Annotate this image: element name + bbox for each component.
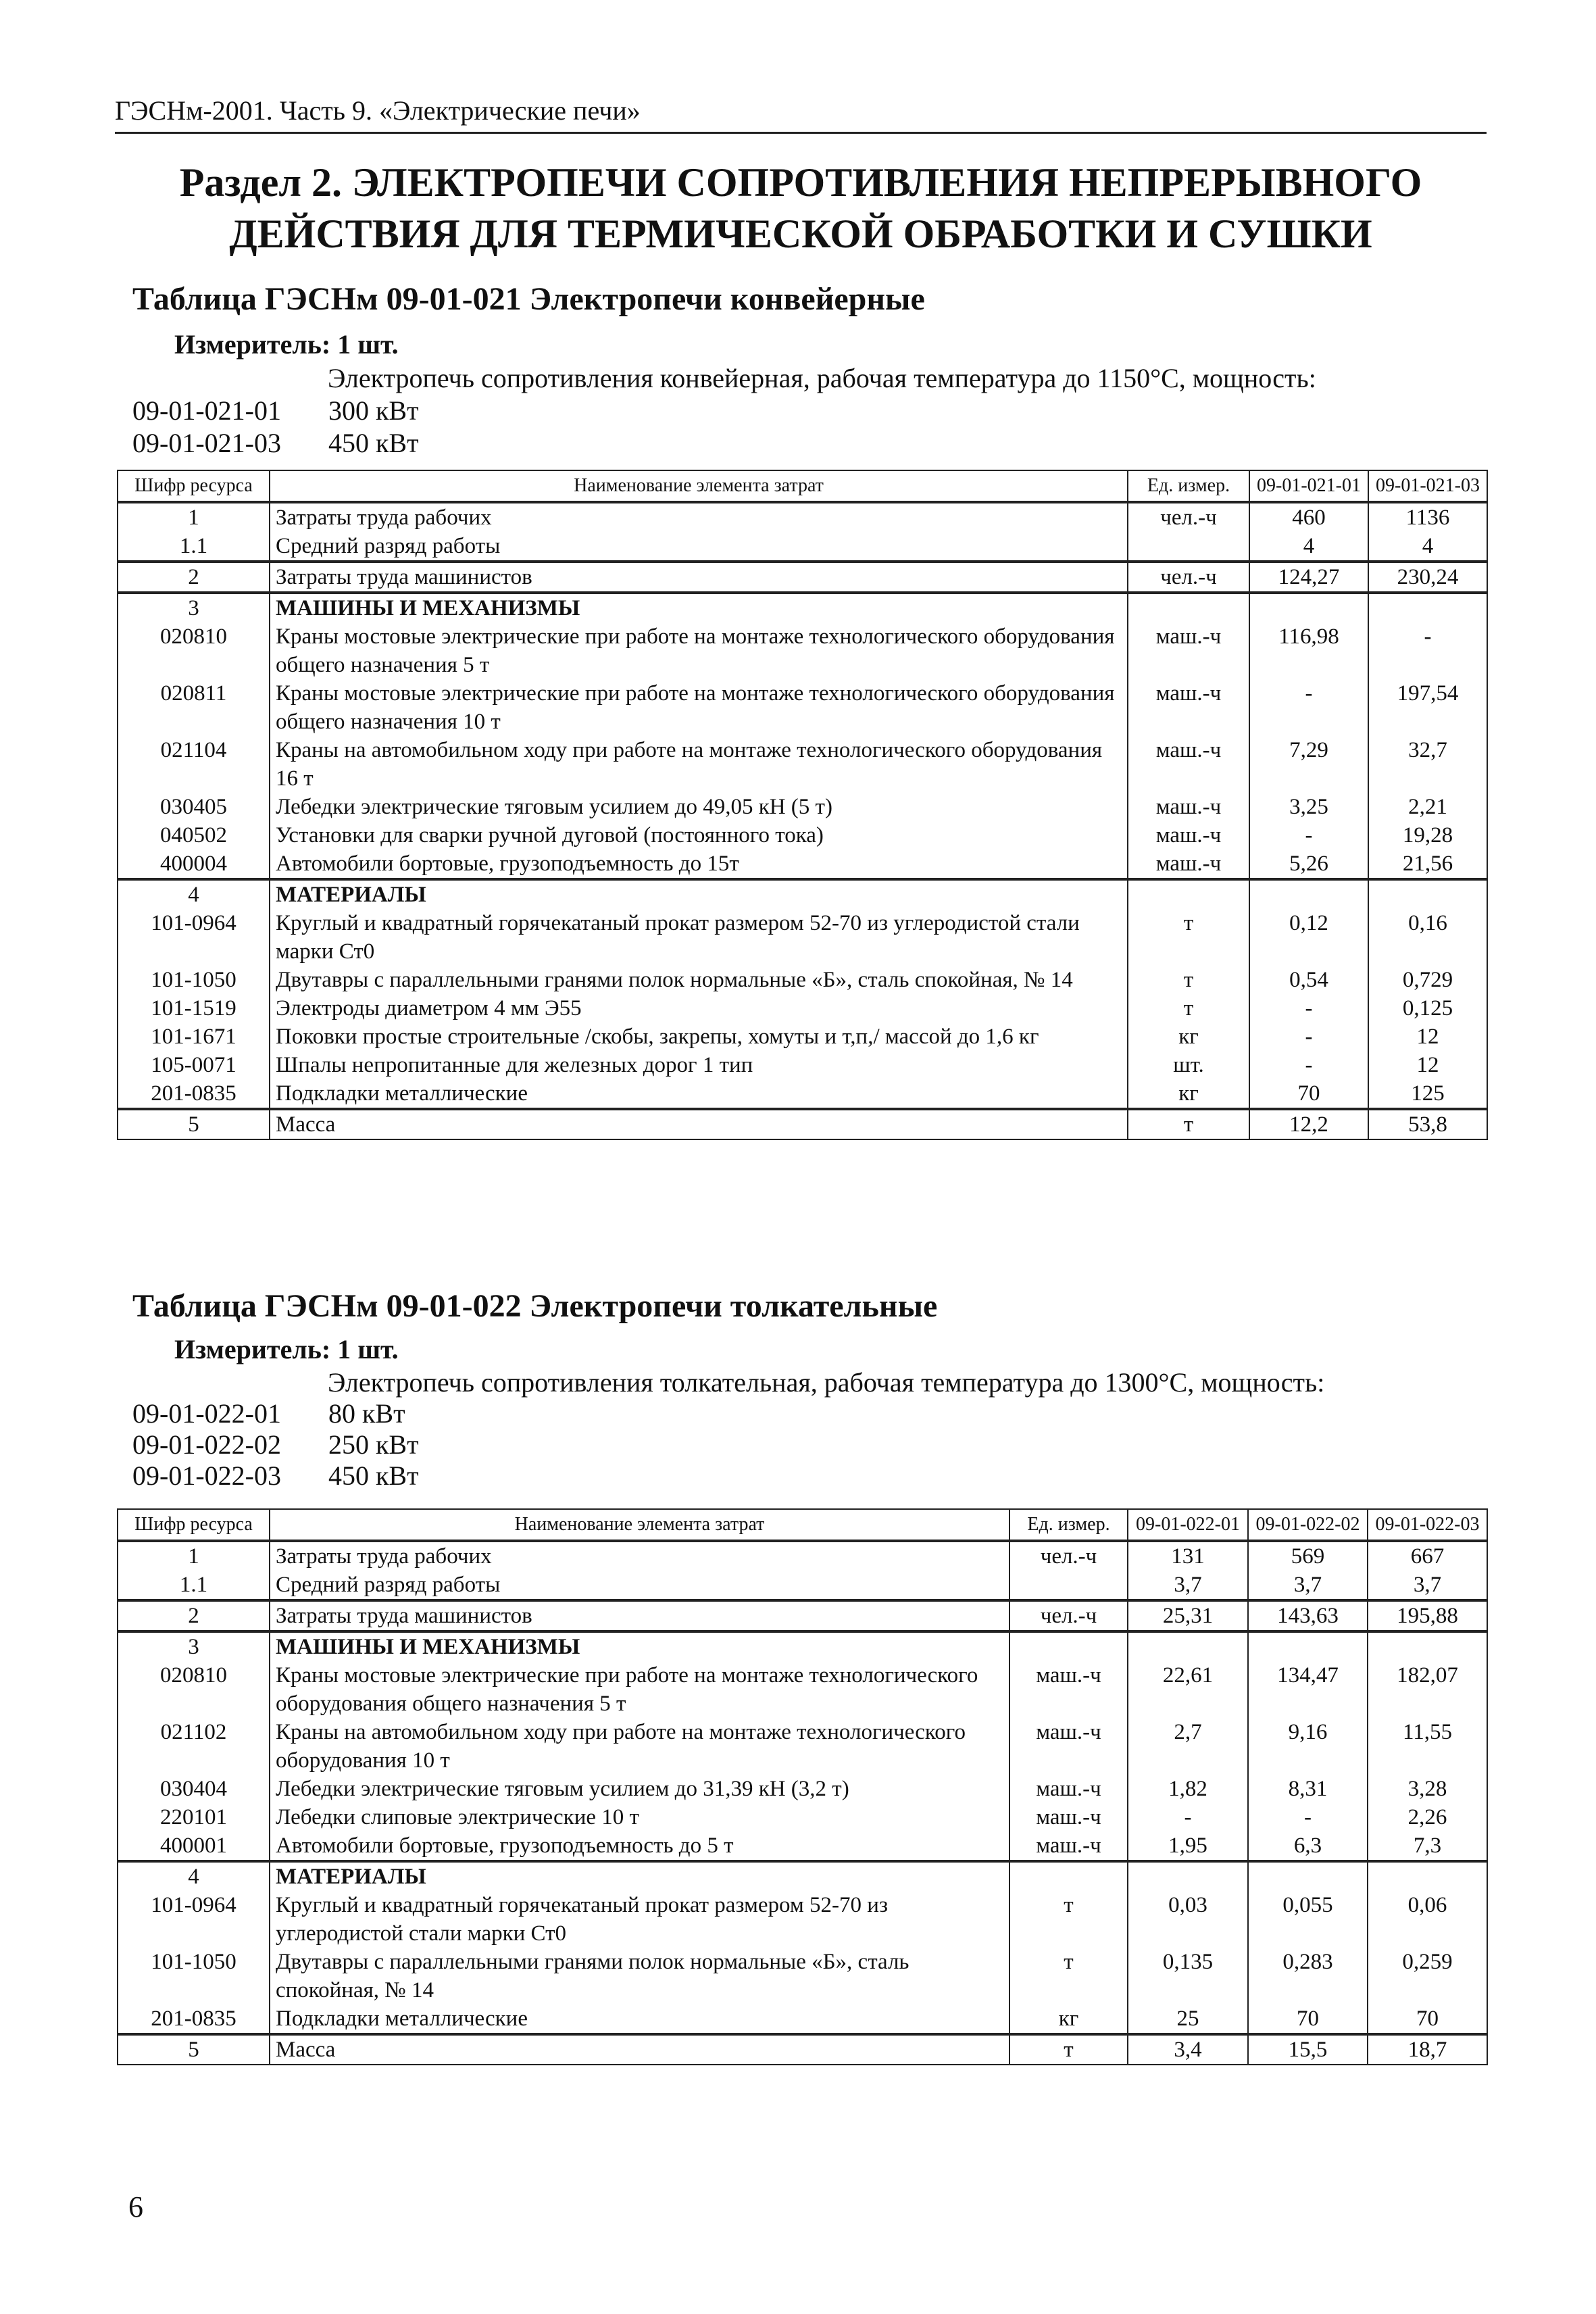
row-value (1248, 1631, 1368, 1661)
row-value: 6,3 (1248, 1831, 1368, 1861)
row-value: 5,26 (1249, 850, 1368, 879)
row-unit: маш.-ч (1128, 622, 1249, 679)
row-code: 5 (118, 2034, 270, 2065)
row-value: 3,4 (1128, 2034, 1248, 2065)
row-name: Шпалы непропитанные для железных дорог 1 тип (270, 1051, 1128, 1079)
table2-code: 09-01-022-03 (132, 1460, 281, 1491)
table-row (118, 502, 1487, 532)
table-row (118, 1109, 1487, 1139)
row-value: 1,95 (1128, 1831, 1248, 1861)
row-code: 101-0964 (118, 1891, 270, 1948)
table-row (118, 1891, 1487, 1948)
table-row (118, 966, 1487, 994)
row-unit: кг (1128, 1023, 1249, 1051)
row-code: 101-1050 (118, 966, 270, 994)
table1-power: 300 кВт (328, 395, 419, 426)
row-value: 0,259 (1368, 1948, 1487, 2004)
table1-code-row (132, 427, 419, 459)
row-value: 7,3 (1368, 1831, 1487, 1861)
row-value: 0,03 (1128, 1891, 1248, 1948)
row-value: 195,88 (1368, 1600, 1487, 1631)
table2-heading: Таблица ГЭСНм 09-01-022 Электропечи толкательные (132, 1288, 938, 1324)
table1-heading: Таблица ГЭСНм 09-01-021 Электропечи конвейерные (132, 281, 925, 317)
row-unit: т (1009, 2034, 1128, 2065)
table-row (118, 2004, 1487, 2034)
row-unit: маш.-ч (1128, 850, 1249, 879)
row-value: 25 (1128, 2004, 1248, 2034)
row-unit: чел.-ч (1128, 502, 1249, 532)
row-value: 0,729 (1368, 966, 1487, 994)
header-code: Шифр ресурса (118, 1509, 270, 1541)
row-code: 021102 (118, 1718, 270, 1775)
header-unit: Ед. измер. (1009, 1509, 1128, 1541)
row-unit (1009, 1861, 1128, 1891)
row-name: Поковки простые строительные /скобы, закрепы, хомуты и т,п,/ массой до 1,6 кг (270, 1023, 1128, 1051)
row-code: 4 (118, 1861, 270, 1891)
row-value: 0,12 (1249, 909, 1368, 966)
row-name: Автомобили бортовые, грузоподъемность до 15т (270, 850, 1128, 879)
row-value: 0,283 (1248, 1948, 1368, 2004)
row-name: Затраты труда машинистов (270, 562, 1128, 593)
table-header-row (118, 470, 1487, 502)
row-code: 2 (118, 562, 270, 593)
row-code: 201-0835 (118, 2004, 270, 2034)
row-unit: т (1009, 1891, 1128, 1948)
row-value: - (1249, 1051, 1368, 1079)
row-value: 131 (1128, 1541, 1248, 1571)
table2-power: 450 кВт (328, 1460, 419, 1491)
row-code: 4 (118, 879, 270, 909)
row-value: 116,98 (1249, 622, 1368, 679)
table-row (118, 593, 1487, 622)
row-code: 400001 (118, 1831, 270, 1861)
row-value: - (1249, 994, 1368, 1023)
section-title-line-2: ДЕЙСТВИЯ ДЛЯ ТЕРМИЧЕСКОЙ ОБРАБОТКИ И СУШКИ (229, 212, 1372, 256)
row-code: 020811 (118, 679, 270, 736)
row-name: Подкладки металлические (270, 2004, 1009, 2034)
table-row (118, 1541, 1487, 1571)
table-row (118, 994, 1487, 1023)
row-unit: маш.-ч (1128, 793, 1249, 821)
row-code: 101-1671 (118, 1023, 270, 1051)
row-value: - (1128, 1803, 1248, 1831)
row-value: 134,47 (1248, 1661, 1368, 1718)
header-col: 09-01-022-01 (1128, 1509, 1248, 1541)
table2-code: 09-01-022-01 (132, 1398, 281, 1429)
row-unit: маш.-ч (1009, 1775, 1128, 1803)
row-value: 230,24 (1368, 562, 1487, 593)
table2-body (118, 1541, 1487, 2065)
section-title (115, 157, 1487, 260)
table2-power: 250 кВт (328, 1429, 419, 1460)
row-unit: чел.-ч (1128, 562, 1249, 593)
row-value: 460 (1249, 502, 1368, 532)
table1-meter: Измеритель: 1 шт. (174, 329, 399, 360)
row-name: Круглый и квадратный горячекатаный прокат размером 52-70 из углеродистой стали марки Ст0 (270, 909, 1128, 966)
row-value (1368, 1631, 1487, 1661)
row-value: 1136 (1368, 502, 1487, 532)
table-row (118, 1948, 1487, 2004)
table-row (118, 532, 1487, 562)
row-name: Краны на автомобильном ходу при работе на монтаже технологического оборудования 16 т (270, 736, 1128, 793)
row-unit: чел.-ч (1009, 1600, 1128, 1631)
row-name: МАТЕРИАЛЫ (270, 879, 1128, 909)
row-code: 020810 (118, 622, 270, 679)
row-name: МАШИНЫ И МЕХАНИЗМЫ (270, 1631, 1009, 1661)
row-code: 3 (118, 1631, 270, 1661)
table-row (118, 1051, 1487, 1079)
row-code: 1 (118, 502, 270, 532)
row-value: - (1249, 821, 1368, 850)
table2-description: Электропечь сопротивления толкательная, рабочая температура до 1300°С, мощность: (328, 1367, 1325, 1398)
table-row (118, 562, 1487, 593)
row-code: 101-1519 (118, 994, 270, 1023)
row-value (1248, 1861, 1368, 1891)
header-col: 09-01-022-02 (1248, 1509, 1368, 1541)
row-value: 70 (1248, 2004, 1368, 2034)
header-name: Наименование элемента затрат (270, 470, 1128, 502)
table2-code-row (132, 1460, 419, 1492)
header-col: 09-01-021-01 (1249, 470, 1368, 502)
row-value: 0,54 (1249, 966, 1368, 994)
row-unit (1009, 1631, 1128, 1661)
row-value (1128, 1861, 1248, 1891)
row-unit: чел.-ч (1009, 1541, 1128, 1571)
table1-description: Электропечь сопротивления конвейерная, рабочая температура до 1150°С, мощность: (328, 363, 1316, 393)
row-value: 9,16 (1248, 1718, 1368, 1775)
header-name: Наименование элемента затрат (270, 1509, 1009, 1541)
row-name: Двутавры с параллельными гранями полок нормальные «Б», сталь спокойная, № 14 (270, 966, 1128, 994)
table-row (118, 793, 1487, 821)
row-name: Лебедки электрические тяговым усилием до 31,39 кН (3,2 т) (270, 1775, 1009, 1803)
table-row (118, 736, 1487, 793)
row-value: 4 (1249, 532, 1368, 562)
row-name: Лебедки слиповые электрические 10 т (270, 1803, 1009, 1831)
row-name: Затраты труда рабочих (270, 1541, 1009, 1571)
row-value: 12,2 (1249, 1109, 1368, 1139)
row-value (1249, 879, 1368, 909)
row-unit: т (1009, 1948, 1128, 2004)
table2-code: 09-01-022-02 (132, 1429, 281, 1460)
page-number: 6 (128, 2190, 143, 2223)
row-code: 2 (118, 1600, 270, 1631)
row-value: 3,25 (1249, 793, 1368, 821)
row-value: 70 (1249, 1079, 1368, 1109)
table2-code-row (132, 1398, 405, 1429)
row-value: 21,56 (1368, 850, 1487, 879)
row-value: 7,29 (1249, 736, 1368, 793)
row-unit: кг (1128, 1079, 1249, 1109)
row-value: 0,135 (1128, 1948, 1248, 2004)
row-unit: маш.-ч (1128, 736, 1249, 793)
table1-code: 09-01-021-01 (132, 395, 281, 426)
row-value: 0,055 (1248, 1891, 1368, 1948)
header-code: Шифр ресурса (118, 470, 270, 502)
row-name: Автомобили бортовые, грузоподъемность до 5 т (270, 1831, 1009, 1861)
norm-table-2 (117, 1508, 1488, 2065)
row-name: Масса (270, 2034, 1009, 2065)
row-value (1249, 593, 1368, 622)
row-value: 3,7 (1128, 1571, 1248, 1600)
row-value: 569 (1248, 1541, 1368, 1571)
row-value (1368, 593, 1487, 622)
table2-code-row (132, 1429, 419, 1460)
row-value: 15,5 (1248, 2034, 1368, 2065)
row-value: 12 (1368, 1023, 1487, 1051)
table-row (118, 1023, 1487, 1051)
row-name: Краны мостовые электрические при работе на монтаже технологического оборудования общего назначения 10 т (270, 679, 1128, 736)
row-name: Краны на автомобильном ходу при работе на монтаже технологического оборудования 10 т (270, 1718, 1009, 1775)
table-header-row (118, 1509, 1487, 1541)
header-col: 09-01-021-03 (1368, 470, 1487, 502)
table2-meter: Измеритель: 1 шт. (174, 1334, 399, 1364)
norm-table-1 (117, 470, 1488, 1140)
row-name: Масса (270, 1109, 1128, 1139)
row-value: 2,7 (1128, 1718, 1248, 1775)
row-value: 2,26 (1368, 1803, 1487, 1831)
row-value: 32,7 (1368, 736, 1487, 793)
row-value: 143,63 (1248, 1600, 1368, 1631)
row-value (1128, 1631, 1248, 1661)
table-row (118, 879, 1487, 909)
row-value: 22,61 (1128, 1661, 1248, 1718)
table1-code-row (132, 395, 419, 426)
row-value: 0,16 (1368, 909, 1487, 966)
table-row (118, 1661, 1487, 1718)
row-value: 1,82 (1128, 1775, 1248, 1803)
row-code: 5 (118, 1109, 270, 1139)
row-code: 030404 (118, 1775, 270, 1803)
row-value: 53,8 (1368, 1109, 1487, 1139)
row-name: Электроды диаметром 4 мм Э55 (270, 994, 1128, 1023)
row-value: 0,125 (1368, 994, 1487, 1023)
row-code: 1 (118, 1541, 270, 1571)
header-unit: Ед. измер. (1128, 470, 1249, 502)
row-value (1368, 1861, 1487, 1891)
table-row (118, 2034, 1487, 2065)
row-name: Установки для сварки ручной дуговой (постоянного тока) (270, 821, 1128, 850)
row-value: - (1249, 679, 1368, 736)
row-value: 2,21 (1368, 793, 1487, 821)
row-code: 3 (118, 593, 270, 622)
table-row (118, 679, 1487, 736)
row-code: 105-0071 (118, 1051, 270, 1079)
row-value: 70 (1368, 2004, 1487, 2034)
row-value: - (1248, 1803, 1368, 1831)
row-value: - (1368, 622, 1487, 679)
row-name: Затраты труда машинистов (270, 1600, 1009, 1631)
row-value: 4 (1368, 532, 1487, 562)
row-unit: т (1128, 966, 1249, 994)
row-value: - (1249, 1023, 1368, 1051)
table-row (118, 1831, 1487, 1861)
row-value: 0,06 (1368, 1891, 1487, 1948)
row-value (1368, 879, 1487, 909)
row-unit: маш.-ч (1009, 1718, 1128, 1775)
row-code: 101-0964 (118, 909, 270, 966)
row-unit: маш.-ч (1009, 1803, 1128, 1831)
row-value: 197,54 (1368, 679, 1487, 736)
row-value: 19,28 (1368, 821, 1487, 850)
table-row (118, 850, 1487, 879)
table1-code: 09-01-021-03 (132, 428, 281, 458)
row-unit: кг (1009, 2004, 1128, 2034)
row-unit: маш.-ч (1009, 1661, 1128, 1718)
row-value: 667 (1368, 1541, 1487, 1571)
table-row (118, 1600, 1487, 1631)
row-value: 11,55 (1368, 1718, 1487, 1775)
row-name: Средний разряд работы (270, 532, 1128, 562)
row-value: 3,28 (1368, 1775, 1487, 1803)
row-unit (1009, 1571, 1128, 1600)
row-code: 400004 (118, 850, 270, 879)
row-name: Средний разряд работы (270, 1571, 1009, 1600)
row-value: 18,7 (1368, 2034, 1487, 2065)
row-unit (1128, 879, 1249, 909)
row-name: МАШИНЫ И МЕХАНИЗМЫ (270, 593, 1128, 622)
row-name: Краны мостовые электрические при работе на монтаже технологического оборудования общего назначения 5 т (270, 622, 1128, 679)
table-row (118, 1571, 1487, 1600)
row-unit (1128, 593, 1249, 622)
row-name: Лебедки электрические тяговым усилием до 49,05 кН (5 т) (270, 793, 1128, 821)
row-name: Круглый и квадратный горячекатаный прокат размером 52-70 из углеродистой стали марки Ст0 (270, 1891, 1009, 1948)
row-code: 020810 (118, 1661, 270, 1718)
header-col: 09-01-022-03 (1368, 1509, 1487, 1541)
row-unit: маш.-ч (1009, 1831, 1128, 1861)
row-code: 101-1050 (118, 1948, 270, 2004)
row-name: Двутавры с параллельными гранями полок нормальные «Б», сталь спокойная, № 14 (270, 1948, 1009, 2004)
row-value: 124,27 (1249, 562, 1368, 593)
table-row (118, 909, 1487, 966)
table-row (118, 821, 1487, 850)
table-row (118, 1079, 1487, 1109)
row-code: 021104 (118, 736, 270, 793)
table-row (118, 1803, 1487, 1831)
row-code: 1.1 (118, 532, 270, 562)
row-unit (1128, 532, 1249, 562)
table-row (118, 622, 1487, 679)
row-value: 182,07 (1368, 1661, 1487, 1718)
row-name: Подкладки металлические (270, 1079, 1128, 1109)
row-unit: шт. (1128, 1051, 1249, 1079)
table-row (118, 1631, 1487, 1661)
section-title-line-1: Раздел 2. ЭЛЕКТРОПЕЧИ СОПРОТИВЛЕНИЯ НЕПРЕРЫВНОГО (179, 160, 1422, 205)
row-name: Затраты труда рабочих (270, 502, 1128, 532)
row-code: 030405 (118, 793, 270, 821)
row-code: 040502 (118, 821, 270, 850)
table2-power: 80 кВт (328, 1398, 405, 1429)
table-row (118, 1775, 1487, 1803)
row-unit: т (1128, 994, 1249, 1023)
row-value: 3,7 (1368, 1571, 1487, 1600)
row-name: Краны мостовые электрические при работе на монтаже технологического оборудования общего назначения 5 т (270, 1661, 1009, 1718)
row-code: 1.1 (118, 1571, 270, 1600)
row-code: 201-0835 (118, 1079, 270, 1109)
row-unit: т (1128, 909, 1249, 966)
row-unit: т (1128, 1109, 1249, 1139)
table-row (118, 1718, 1487, 1775)
row-value: 3,7 (1248, 1571, 1368, 1600)
table1-body (118, 502, 1487, 1139)
row-value: 25,31 (1128, 1600, 1248, 1631)
row-value: 125 (1368, 1079, 1487, 1109)
table-row (118, 1861, 1487, 1891)
table1-power: 450 кВт (328, 428, 419, 458)
row-code: 220101 (118, 1803, 270, 1831)
row-value: 12 (1368, 1051, 1487, 1079)
row-unit: маш.-ч (1128, 679, 1249, 736)
running-head: ГЭСНм-2001. Часть 9. «Электрические печи» (115, 95, 1487, 134)
row-unit: маш.-ч (1128, 821, 1249, 850)
row-name: МАТЕРИАЛЫ (270, 1861, 1009, 1891)
row-value: 8,31 (1248, 1775, 1368, 1803)
